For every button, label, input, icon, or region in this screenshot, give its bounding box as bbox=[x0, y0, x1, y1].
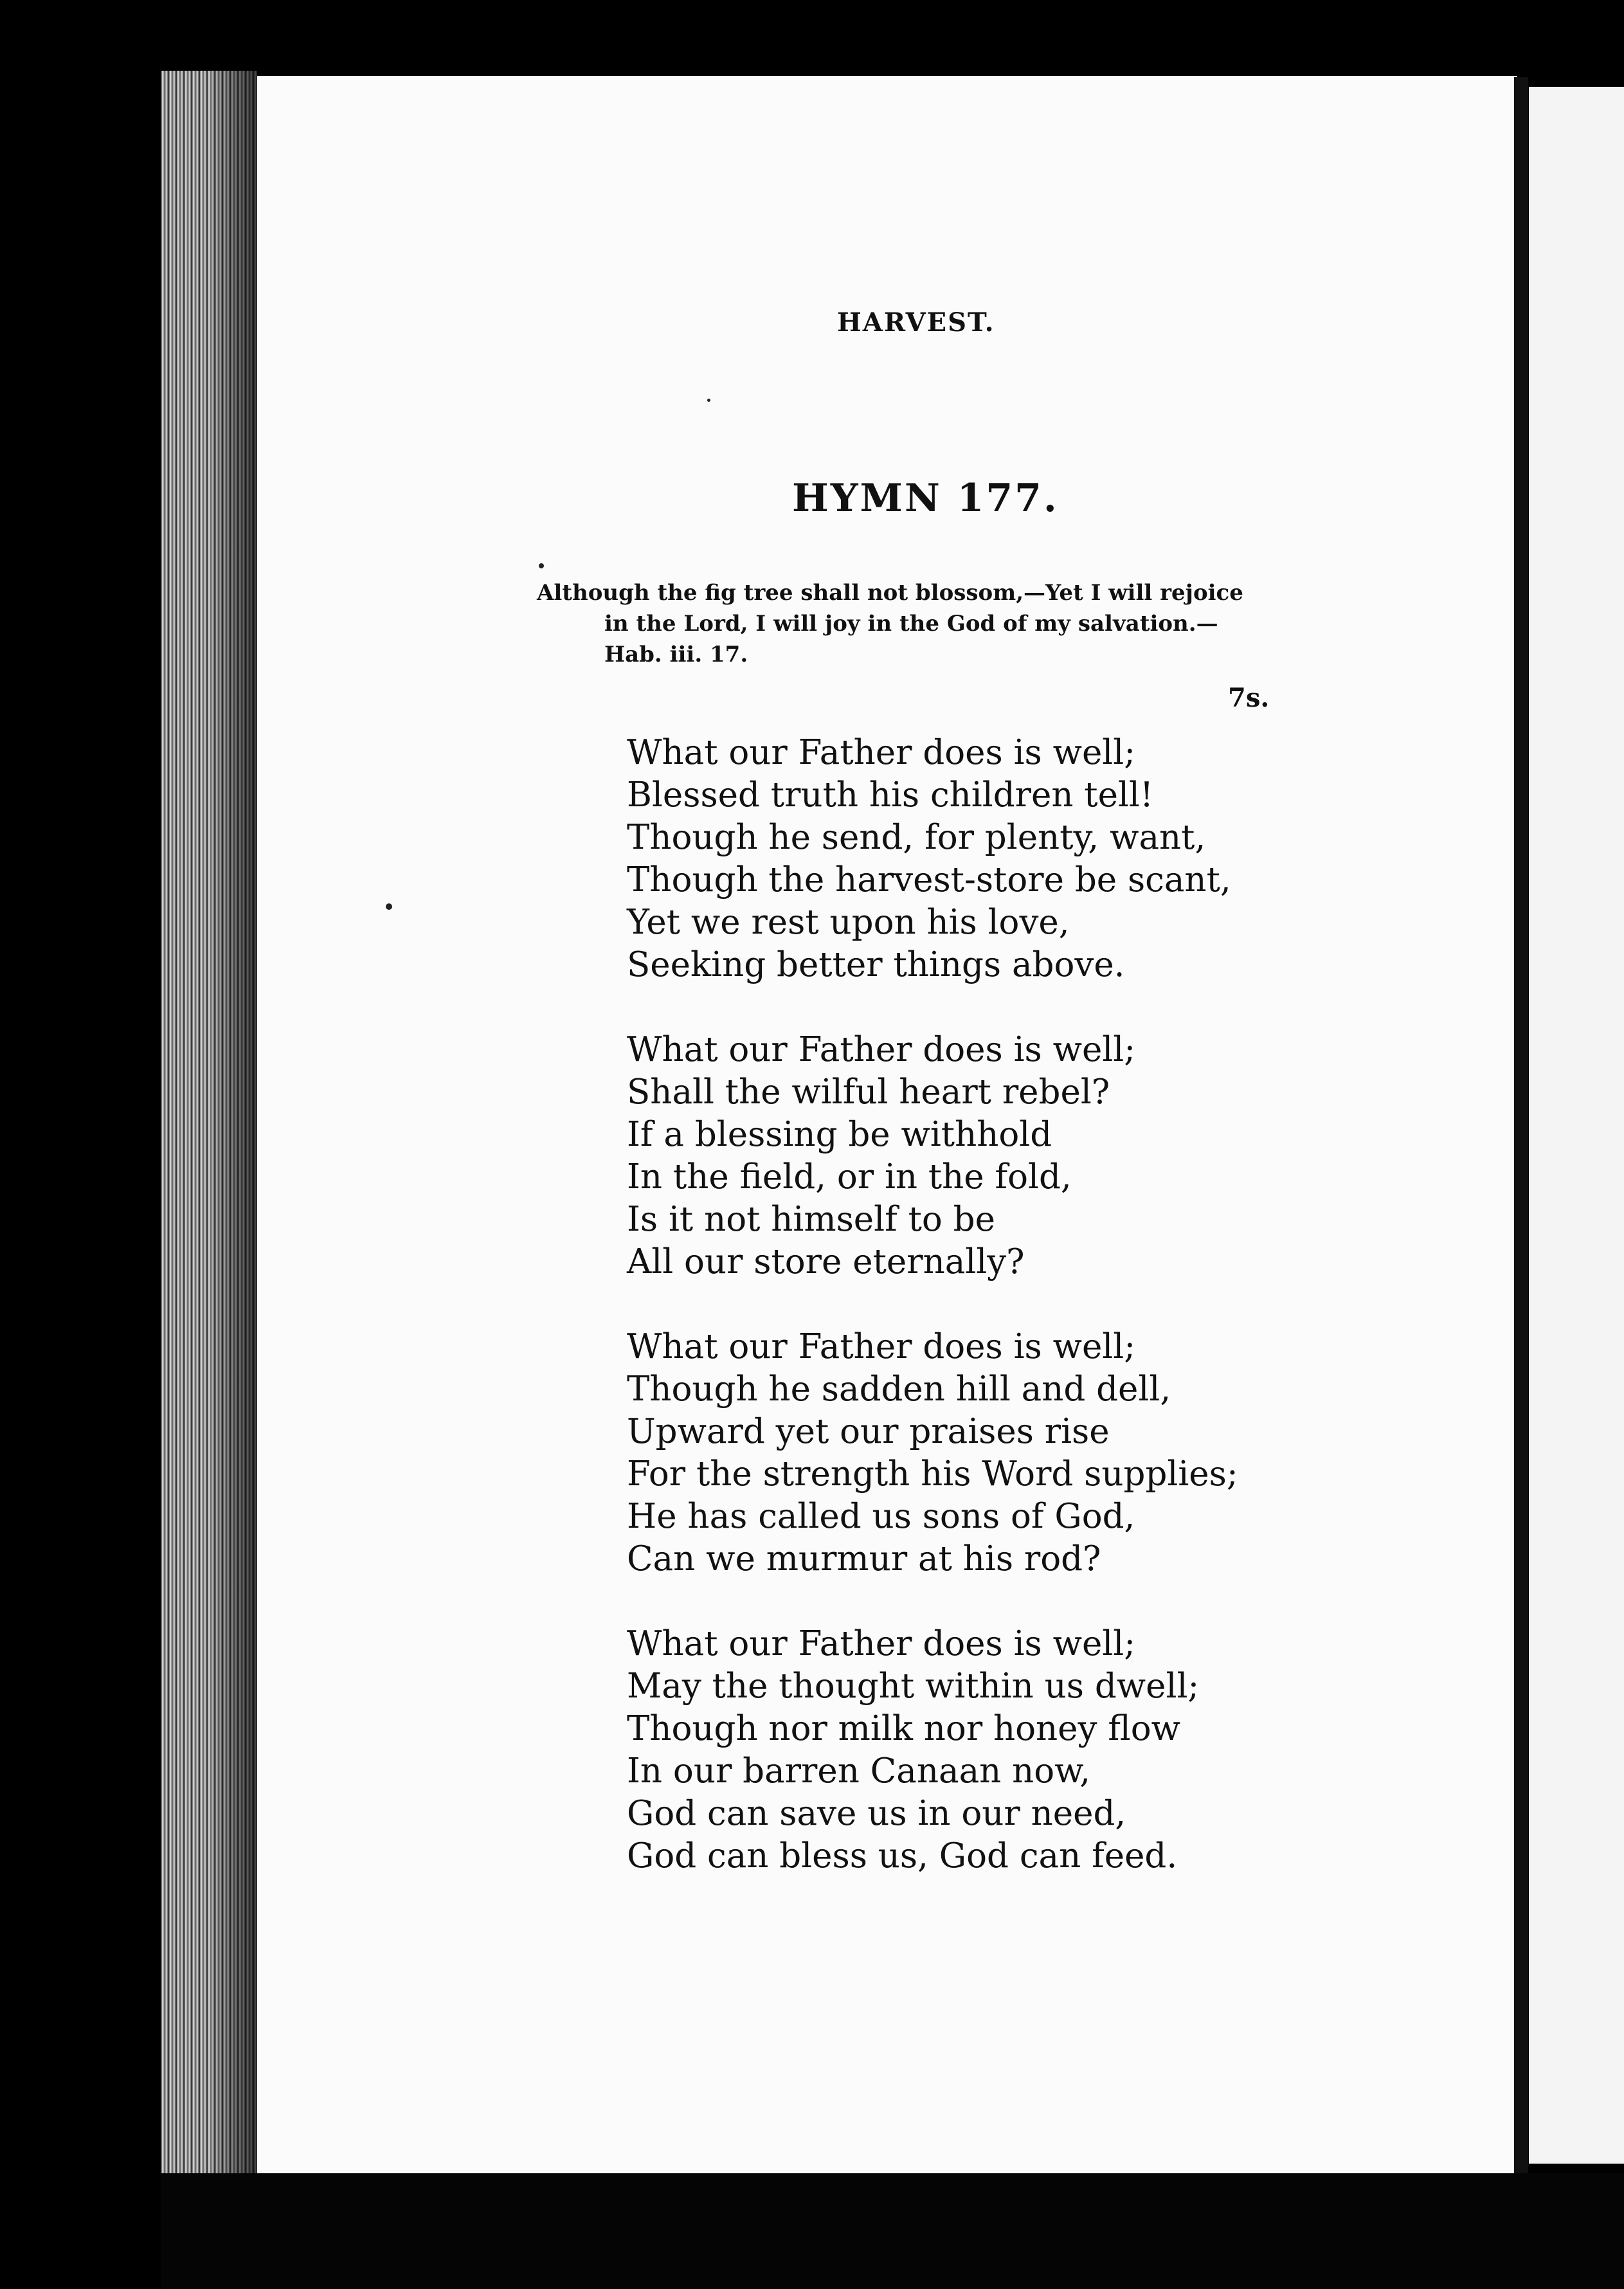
verse-line: Shall the wilful heart rebel? bbox=[627, 1072, 1110, 1112]
verse-line: All our store eternally? bbox=[627, 1242, 1025, 1281]
page-edge-shadow bbox=[212, 71, 257, 2173]
stanza bbox=[627, 1029, 1238, 1283]
verse-line: In the field, or in the fold, bbox=[627, 1157, 1072, 1197]
epigraph-line: Hab. iii. 17. bbox=[604, 642, 748, 667]
facing-page-edge bbox=[1529, 87, 1624, 2164]
verse-line: Seeking better things above. bbox=[627, 945, 1125, 984]
verse-line: Yet we rest upon his love, bbox=[627, 903, 1070, 942]
verse-line: Though the harvest-store be scant, bbox=[627, 860, 1231, 900]
hymn-title: HYMN 177. bbox=[792, 476, 1059, 521]
verse-line: What our Father does is well; bbox=[627, 1327, 1136, 1366]
verse-line: Blessed truth his children tell! bbox=[627, 775, 1154, 815]
verse-line: For the strength his Word supplies; bbox=[627, 1454, 1238, 1494]
verse-line: May the thought within us dwell; bbox=[627, 1667, 1200, 1706]
stanza bbox=[627, 1326, 1238, 1580]
ink-speck bbox=[707, 399, 710, 402]
verse-line: What our Father does is well; bbox=[627, 733, 1136, 772]
verse-line: He has called us sons of God, bbox=[627, 1497, 1135, 1536]
verse-line: Upward yet our praises rise bbox=[627, 1412, 1110, 1451]
running-head: HARVEST. bbox=[837, 307, 995, 338]
verse-line: Can we murmur at his rod? bbox=[627, 1539, 1101, 1579]
verse-line: What our Father does is well; bbox=[627, 1030, 1136, 1069]
hymn-meter: 7s. bbox=[1228, 683, 1270, 713]
verse-line: Is it not himself to be bbox=[627, 1200, 995, 1239]
verse-line: What our Father does is well; bbox=[627, 1624, 1136, 1663]
bottom-shadow bbox=[161, 2173, 1624, 2289]
book-gutter bbox=[1514, 77, 1528, 2173]
verse-line: Though he sadden hill and dell, bbox=[627, 1370, 1171, 1409]
verse-line: Though he send, for plenty, want, bbox=[627, 818, 1206, 857]
epigraph-line: in the Lord, I will joy in the God of my salvation.— bbox=[604, 611, 1218, 637]
ink-speck bbox=[539, 563, 544, 568]
hymn-stanzas bbox=[627, 732, 1238, 1920]
ink-speck bbox=[386, 903, 392, 910]
stanza bbox=[627, 1623, 1238, 1877]
verse-line: God can save us in our need, bbox=[627, 1794, 1126, 1833]
stanza bbox=[627, 732, 1238, 986]
scripture-epigraph bbox=[537, 577, 1243, 670]
epigraph-line: Although the fig tree shall not blossom,—Yet I will rejoice bbox=[537, 580, 1243, 606]
verse-line: If a blessing be withhold bbox=[627, 1115, 1052, 1154]
verse-line: Though nor milk nor honey flow bbox=[627, 1709, 1180, 1748]
verse-line: In our barren Canaan now, bbox=[627, 1751, 1091, 1791]
verse-line: God can bless us, God can feed. bbox=[627, 1836, 1178, 1876]
